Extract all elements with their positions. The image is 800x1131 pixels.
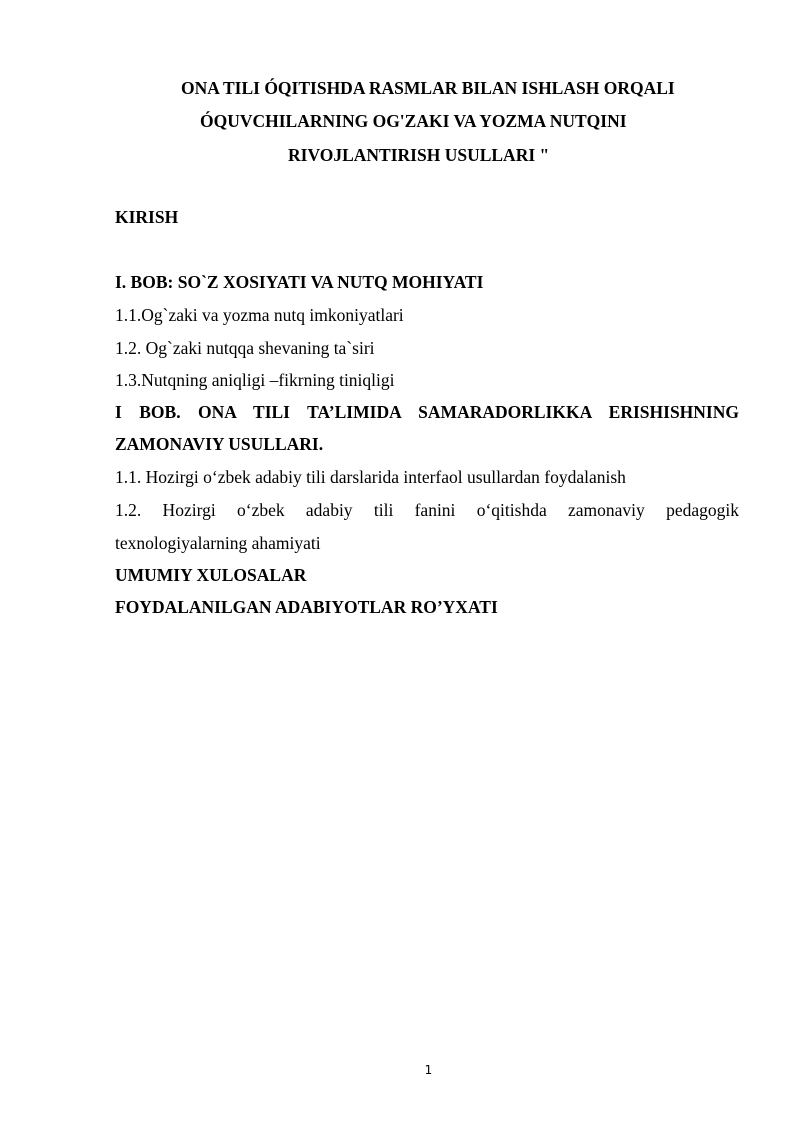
toc-references: FOYDALANILGAN ADABIYOTLAR RO’YXATI [115,597,498,617]
toc-chapter2-heading-line2: ZAMONAVIY USULLARI. [115,434,324,454]
title-line-1: ONA TILI ÓQITISHDA RASMLAR BILAN ISHLASH ORQALI [181,78,675,98]
toc-conclusions: UMUMIY XULOSALAR [115,565,307,585]
toc-item-line2: texnologiyalarning ahamiyati [115,533,321,553]
toc-chapter1-heading: I. BOB: SO`Z XOSIYATI VA NUTQ MOHIYATI [115,272,484,292]
toc-item: 1.1. Hozirgi o‘zbek adabiy tili darslarida interfaol usullardan foydalanish [115,467,626,487]
page-number: 1 [424,1063,433,1077]
toc-intro: KIRISH [115,207,179,227]
title-line-3: RIVOJLANTIRISH USULLARI " [288,145,550,165]
toc-item-line1: 1.2. Hozirgi o‘zbek adabiy tili fanini o‘qitishda zamonaviy pedagogik [115,500,739,520]
toc-chapter2-heading-line1: I BOB. ONA TILI TA’LIMIDA SAMARADORLIKKA ERISHISHNING [115,402,739,422]
title-line-2: ÓQUVCHILARNING OG'ZAKI VA YOZMA NUTQINI [200,111,627,131]
toc-item: 1.3.Nutqning aniqligi –fikrning tiniqligi [115,370,395,390]
toc-item: 1.2. Og`zaki nutqqa shevaning ta`siri [115,338,375,358]
toc-item: 1.1.Og`zaki va yozma nutq imkoniyatlari [115,305,404,325]
